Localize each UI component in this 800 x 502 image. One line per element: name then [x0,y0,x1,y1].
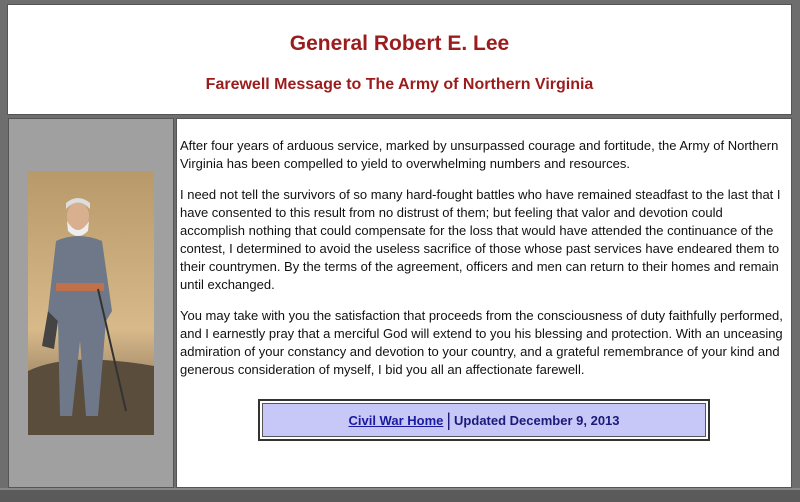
civil-war-home-link[interactable]: Civil War Home [348,413,444,428]
page-header [7,4,792,115]
footer-box [258,399,710,441]
sidebar [8,118,174,488]
main-content [176,118,792,488]
paragraph: I need not tell the survivors of so many hard-fought battles who have remained steadfast to the last that I have consented to this result from no distrust of them; but feeling that valor and devotion could accomplish nothing that could compensate for the loss that would have attended the continuance of the contest, I determined to avoid the useless sacrifice of those whose past services have endeared them to their countrymen. By the terms of the agreement, officers and men can return to their homes and remain until exchanged. [180,187,781,292]
paragraph: After four years of arduous service, marked by unsurpassed courage and fortitude, the Army of Northern Virginia has been compelled to yield to overwhelming numbers and resources. [180,138,779,171]
portrait-image [28,171,154,435]
page-title: General Robert E. Lee [289,32,510,55]
separator: | [446,410,452,430]
updated-date: Updated December 9, 2013 [454,413,620,428]
page-subtitle: Farewell Message to The Army of Northern Virginia [205,76,594,93]
paragraph: You may take with you the satisfaction that proceeds from the consciousness of duty faithfully performed, and I earnestly pray that a merciful God will extend to you his blessing and protection. With an unceasing admiration of your constancy and devotion to your country, and a grateful remembrance of your kind and generous consideration of myself, I bid you all an affectionate farewell. [180,308,783,377]
